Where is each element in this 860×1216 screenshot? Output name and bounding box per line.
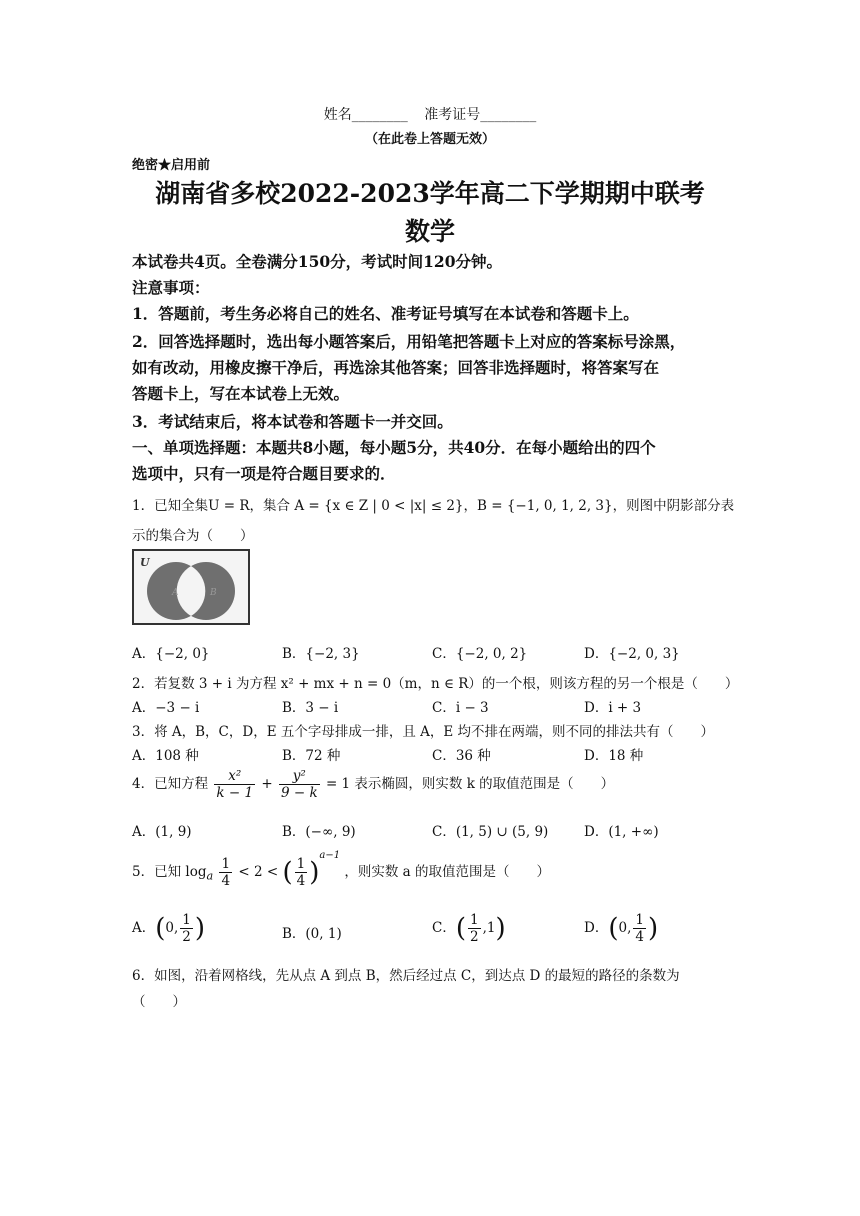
q5-option-d-rparen: )	[647, 913, 659, 944]
note-2-line-2: 如有改动，用橡皮擦干净后，再选涂其他答案；回答非选择题时，将答案写在	[132, 358, 660, 377]
q5-option-b: B．(0, 1)	[282, 926, 342, 942]
q5-option-c-num: 1	[470, 912, 479, 928]
q5-option-c-den: 2	[470, 929, 479, 945]
q5-option-a-den: 2	[182, 929, 191, 945]
q1-stem-line-2: 示的集合为（ ）	[132, 528, 254, 544]
q5-exponent: a−1	[319, 850, 341, 861]
q3-option-c: C．36 种	[432, 748, 491, 764]
q5-option-a-rparen: )	[194, 913, 206, 944]
q4-option-d: D．(1, +∞)	[584, 824, 659, 840]
q4-fraction-2	[279, 768, 320, 801]
q5-prefix: 5．已知 log	[132, 864, 207, 880]
venn-diagram-svg	[132, 549, 250, 625]
q5-fraction	[219, 856, 232, 889]
q4-fraction-1-den: k − 1	[216, 785, 254, 801]
venn-label-b: B	[210, 588, 217, 598]
q2-stem: 2．若复数 3 + i 为方程 x² + mx + n = 0（m，n ∈ R）的一个根，则该方程的另一个根是（ ）	[132, 676, 739, 692]
exam-summary: 本试卷共4页。全卷满分150分，考试时间120分钟。	[132, 252, 502, 271]
q1-option-d: D．{−2, 0, 3}	[584, 646, 680, 662]
q1-option-b: B．{−2, 3}	[282, 646, 360, 662]
note-3: 3．考试结束后，将本试卷和答题卡一并交回。	[132, 412, 453, 431]
q5-log-base: a	[206, 869, 214, 883]
section-1-line-2: 选项中，只有一项是符合题目要求的．	[132, 464, 396, 483]
q5-option-c-rparen: )	[495, 913, 506, 944]
q5-option-d	[584, 912, 658, 945]
name-field: 姓名________	[323, 107, 408, 123]
q2-option-b: B．3 − i	[282, 700, 339, 716]
q4-fraction-2-den: 9 − k	[280, 785, 318, 801]
q4-option-c: C．(1, 5) ∪ (5, 9)	[432, 824, 549, 840]
q4-suffix: = 1 表示椭圆，则实数 k 的取值范围是（ ）	[325, 776, 615, 792]
q5-option-d-pre: 0,	[618, 920, 632, 936]
header-fields	[0, 104, 860, 124]
q5-option-a-frac	[180, 912, 193, 945]
q5-option-c-lparen: (	[455, 913, 466, 944]
q4-plus: +	[261, 776, 273, 792]
q5-suffix: ，则实数 a 的取值范围是（ ）	[344, 864, 551, 880]
q5-option-a-num: 1	[182, 912, 191, 928]
q1-option-a: A．{−2, 0}	[132, 646, 210, 662]
q5-option-d-label: D．	[584, 920, 609, 936]
q4-stem	[132, 768, 614, 801]
secret-mark: 绝密★启用前	[132, 158, 211, 173]
exam-id-field: 准考证号________	[424, 107, 537, 123]
q5-option-a-lparen: (	[155, 913, 166, 944]
q5-option-d-frac	[633, 912, 646, 945]
q5-option-d-lparen: (	[608, 913, 619, 944]
q5-paren-fraction-den: 4	[296, 873, 306, 889]
venn-label-a: A	[172, 588, 179, 598]
section-1-line-1: 一、单项选择题：本题共8小题，每小题5分，共40分．在每小题给出的四个	[132, 438, 656, 457]
q5-stem	[132, 850, 550, 889]
q5-middle: < 2 <	[238, 864, 279, 880]
q5-option-c	[432, 912, 506, 945]
note-2-line-1: 2．回答选择题时，选出每小题答案后，用铅笔把答题卡上对应的答案标号涂黑，	[132, 332, 686, 351]
q1-option-c: C．{−2, 0, 2}	[432, 646, 528, 662]
q5-option-c-frac	[468, 912, 481, 945]
q5-right-paren: )	[309, 857, 320, 888]
q4-fraction-1-num: x²	[214, 768, 255, 785]
q5-fraction-num: 1	[221, 856, 231, 872]
no-answer-note: （在此卷上答题无效）	[364, 132, 495, 147]
venn-label-u: U	[140, 556, 150, 569]
q2-option-a: A．−3 − i	[132, 700, 200, 716]
note-1: 1．答题前，考生务必将自己的姓名、准考证号填写在本试卷和答题卡上。	[132, 304, 639, 323]
q3-stem: 3．将 A，B，C，D，E 五个字母排成一排，且 A，E 均不排在两端，则不同的排法共有（ ）	[132, 724, 715, 740]
note-2-line-3: 答题卡上，写在本试卷上无效。	[132, 384, 350, 403]
q4-option-b: B．(−∞, 9)	[282, 824, 356, 840]
q5-option-c-post: ,1	[482, 920, 496, 936]
q5-option-d-den: 4	[635, 929, 644, 945]
q5-option-a	[132, 912, 205, 945]
q3-option-b: B．72 种	[282, 748, 341, 764]
q2-option-c: C．i − 3	[432, 700, 489, 716]
q3-option-a: A．108 种	[132, 748, 199, 764]
q6-stem-line-1: 6．如图，沿着网格线，先从点 A 到点 B，然后经过点 C，到达点 D 的最短的路径的条数为	[132, 968, 680, 984]
q4-fraction-2-num: y²	[279, 768, 320, 785]
q5-fraction-den: 4	[221, 873, 231, 889]
q3-option-d: D．18 种	[584, 748, 644, 764]
q2-option-d: D．i + 3	[584, 700, 642, 716]
q5-option-d-num: 1	[635, 912, 644, 928]
q5-option-a-label: A．	[132, 920, 156, 936]
q5-option-c-label: C．	[432, 920, 456, 936]
q6-stem-line-2: （ ）	[132, 994, 186, 1010]
q1-stem-line-1: 1．已知全集U = R，集合 A = {x ∈ Z | 0 < |x| ≤ 2}，B = {−1, 0, 1, 2, 3}，则图中阴影部分表	[132, 498, 735, 514]
q4-prefix: 4．已知方程	[132, 776, 209, 792]
q5-left-paren: (	[282, 857, 293, 888]
q5-paren-fraction-num: 1	[296, 856, 306, 872]
q5-option-a-pre: 0,	[165, 920, 179, 936]
venn-diagram	[132, 549, 250, 625]
notes-heading: 注意事项：	[132, 278, 210, 297]
q4-option-a: A．(1, 9)	[132, 824, 192, 840]
q5-paren-fraction	[295, 856, 308, 889]
exam-subject: 数学	[404, 217, 455, 246]
exam-title: 湖南省多校2022-2023学年高二下学期期中联考	[155, 179, 705, 208]
q4-fraction-1	[214, 768, 255, 801]
